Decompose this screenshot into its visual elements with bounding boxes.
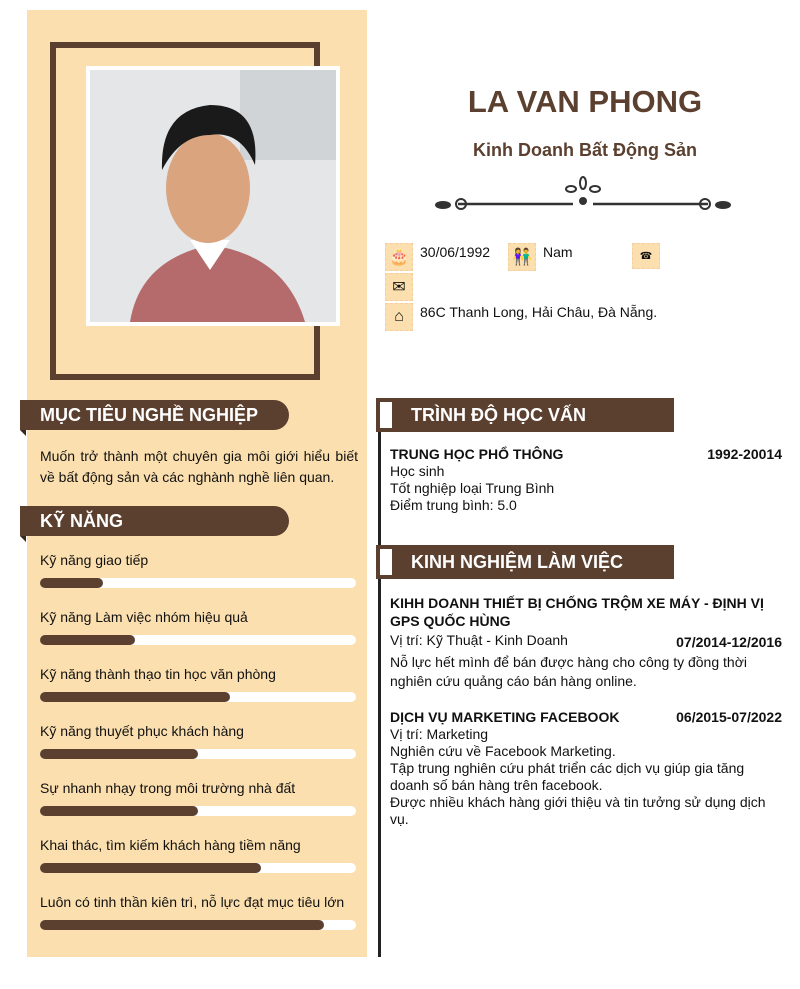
experience-heading <box>376 545 674 579</box>
job-company: KIHH DOANH THIẾT BỊ CHỐNG TRỘM XE MÁY - ĐỊNH VỊ GPS QUỐC HÙNG <box>390 595 764 629</box>
home-icon: ⌂ <box>385 303 413 331</box>
skills-heading: KỸ NĂNG <box>20 506 289 536</box>
skill-item <box>40 552 356 568</box>
skill-label: Luôn có tinh thần kiên trì, nỗ lực đạt mục tiêu lớn <box>40 894 345 910</box>
skill-bar <box>40 920 356 930</box>
education-line: Tốt nghiệp loại Trung Bình <box>390 480 555 496</box>
skill-label: Kỹ năng thuyết phục khách hàng <box>40 723 244 739</box>
birthday: 30/06/1992 <box>420 244 491 260</box>
gender: Nam <box>543 244 573 260</box>
address: 86C Thanh Long, Hải Châu, Đà Nẵng. <box>420 304 658 320</box>
skill-bar <box>40 806 356 816</box>
objective-text: Muốn trở thành một chuyên gia môi giới hiểu biết về bất động sản và các nghành nghề liên quan. <box>40 448 358 485</box>
skill-bar-fill <box>40 920 324 930</box>
skill-item <box>40 894 356 910</box>
skill-bar-fill <box>40 635 135 645</box>
skill-bar <box>40 578 356 588</box>
skill-bar <box>40 863 356 873</box>
skill-item <box>40 723 356 739</box>
job-entry <box>390 594 782 691</box>
profile-photo <box>86 66 340 326</box>
job-company: DỊCH VỤ MARKETING FACEBOOK <box>390 709 620 725</box>
job-period: 06/2015-07/2022 <box>676 709 782 725</box>
job-position: Vị trí: Kỹ Thuật - Kinh Doanh <box>390 632 568 648</box>
skill-item <box>40 837 356 853</box>
gender-icon: 👫 <box>508 243 536 271</box>
education-entry <box>390 446 782 514</box>
job-position: Vị trí: Marketing <box>390 726 489 742</box>
experience-heading-label: KINH NGHIỆM LÀM VIỆC <box>411 552 624 572</box>
education-period: 1992-20014 <box>707 446 782 462</box>
skill-item <box>40 609 356 625</box>
education-heading-label: TRÌNH ĐỘ HỌC VẤN <box>411 405 586 425</box>
education-heading <box>376 398 674 432</box>
skill-bar-fill <box>40 863 261 873</box>
job-description: Được nhiều khách hàng giới thiệu và tin tưởng sử dụng dịch vụ. <box>390 794 766 827</box>
skill-bar-fill <box>40 692 230 702</box>
email-icon: ✉ <box>385 273 413 301</box>
skill-label: Khai thác, tìm kiếm khách hàng tiềm năng <box>40 837 301 853</box>
timeline-line <box>378 400 381 957</box>
skill-bar <box>40 692 356 702</box>
ornament-divider-icon <box>433 173 733 215</box>
job-period: 07/2014-12/2016 <box>676 634 782 650</box>
skill-bar-fill <box>40 749 198 759</box>
skill-bar-fill <box>40 578 103 588</box>
skill-item <box>40 666 356 682</box>
skill-label: Sự nhanh nhạy trong môi trường nhà đất <box>40 780 296 796</box>
skill-label: Kỹ năng Làm việc nhóm hiệu quả <box>40 609 248 625</box>
phone-icon: ☎ <box>632 243 660 269</box>
birthday-cake-icon: 🎂 <box>385 243 413 271</box>
skill-bar-fill <box>40 806 198 816</box>
school: TRUNG HỌC PHỔ THÔNG <box>390 446 564 462</box>
skill-label: Kỹ năng thành thạo tin học văn phòng <box>40 666 276 682</box>
objective-heading: MỤC TIÊU NGHỀ NGHIỆP <box>20 400 289 430</box>
skill-bar <box>40 635 356 645</box>
skill-label: Kỹ năng giao tiếp <box>40 552 149 568</box>
education-line: Học sinh <box>390 463 445 479</box>
candidate-name: LA VAN PHONG <box>467 84 703 119</box>
job-description: Nỗ lực hết mình để bán được hàng cho công ty đồng thời nghiên cứu quảng cáo bán hàng online. <box>390 654 747 689</box>
job-description: Tập trung nghiên cứu phát triển các dịch vụ giúp gia tăng doanh số bán hàng trên facebook. <box>390 760 745 793</box>
skill-bar <box>40 749 356 759</box>
skill-item <box>40 780 356 796</box>
job-title: Kinh Doanh Bất Động Sản <box>473 140 697 160</box>
education-line: Điểm trung bình: 5.0 <box>390 497 517 513</box>
job-description: Nghiên cứu về Facebook Marketing. <box>390 743 616 759</box>
job-entry <box>390 709 782 828</box>
